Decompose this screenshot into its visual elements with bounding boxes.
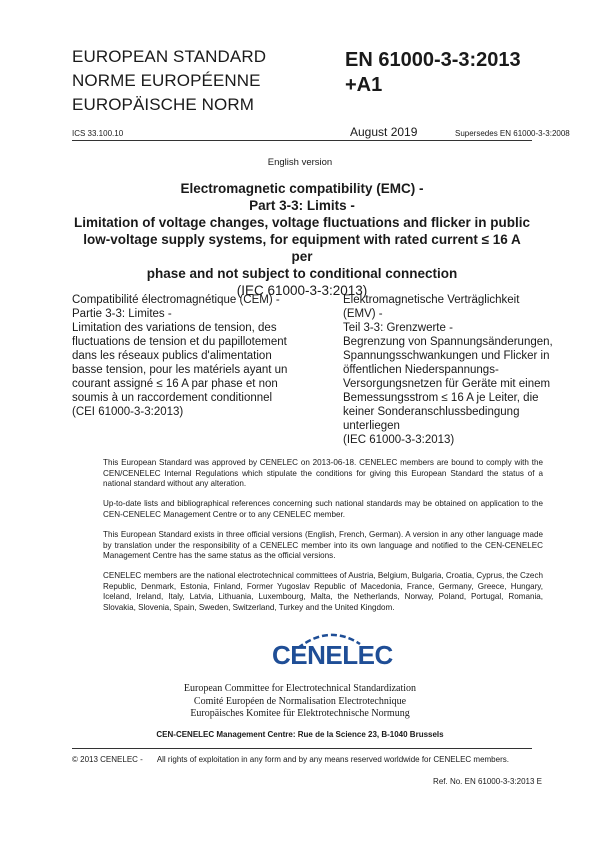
copyright-line xyxy=(72,755,523,764)
std-name-fr: NORME EUROPÉENNE xyxy=(72,71,261,90)
french-title-line: fluctuations de tension et du papillotement xyxy=(72,336,287,348)
title-line: phase and not subject to conditional connection xyxy=(146,266,458,281)
copyright-owner: © 2013 CENELEC - xyxy=(72,755,143,764)
german-title xyxy=(343,293,553,447)
german-title-line: öffentlichen Niederspannungs- xyxy=(343,364,499,376)
title-line: low-voltage supply systems, for equipment with rated current ≤ 16 A per xyxy=(83,232,521,264)
french-title xyxy=(72,293,297,419)
committee-name-de: Europäisches Komitee für Elektrotechnische Normung xyxy=(190,708,410,719)
std-name-de: EUROPÄISCHE NORM xyxy=(72,95,255,114)
footer-rule xyxy=(72,748,532,749)
approval-notes xyxy=(103,458,543,623)
french-title-line: basse tension, pour les matériels ayant un xyxy=(72,364,288,376)
language-version: English version xyxy=(267,157,333,168)
copyright-rights: All rights of exploitation in any form and by any means reserved worldwide for CENELEC members. xyxy=(156,755,509,764)
management-centre-address: CEN-CENELEC Management Centre: Rue de la Science 23, B-1040 Brussels xyxy=(156,730,444,739)
standard-number-main: EN 61000-3-3:2013 xyxy=(345,49,521,71)
references-paragraph: Up-to-date lists and bibliographical references concerning such national standards may be obtained on application to the CEN-CENELEC Management Centre or to any CENELEC member. xyxy=(103,499,543,519)
german-title-line: Teil 3-3: Grenzwerte - xyxy=(343,322,453,334)
supersedes-note: Supersedes EN 61000-3-3:2008 xyxy=(455,129,570,138)
standard-designations xyxy=(72,45,266,117)
german-title-line: (EMV) - xyxy=(343,308,383,320)
committee-name-en: European Committee for Electrotechnical Standardization xyxy=(183,683,417,694)
title-line: Electromagnetic compatibility (EMC) - xyxy=(180,181,424,196)
members-paragraph: CENELEC members are the national electrotechnical committees of Austria, Belgium, Bulgaria, Croatia, Cyprus, the Czech Republic, Denmark, Estonia, Finland, Former Yugoslav Republic of Macedonia, France, Germany, Greece, Hungary, Iceland, Ireland, Italy, Latvia, Lithuania, Luxembourg, Malta, the Netherlands, Norway, Poland, Portugal, Romania, Slovakia, Slovenia, Spain, Sweden, Switzerland, Turkey and the United Kingdom. xyxy=(103,571,543,613)
document-title xyxy=(72,180,532,299)
german-title-line: (IEC 61000-3-3:2013) xyxy=(343,434,455,446)
versions-paragraph: This European Standard exists in three official versions (English, French, German). A version in any other language made by translation under the responsibility of a CENELEC member into its own language and notified to the CEN-CENELEC Management Centre has the same status as the official versions. xyxy=(103,529,543,561)
committee-name-fr: Comité Européen de Normalisation Electrotechnique xyxy=(193,695,407,707)
french-title-line: dans les réseaux publics d'alimentation xyxy=(72,350,272,362)
french-title-line: courant assigné ≤ 16 A par phase et non xyxy=(72,378,278,390)
standard-number xyxy=(345,48,521,98)
title-iec-reference: (IEC 61000-3-3:2013) xyxy=(236,283,368,298)
std-name-en: EUROPEAN STANDARD xyxy=(72,47,267,66)
french-title-line: Limitation des variations de tension, des xyxy=(72,322,277,334)
title-line: Part 3-3: Limits - xyxy=(249,198,355,213)
german-title-line: Bemessungsstrom ≤ 16 A je Leiter, die xyxy=(343,392,539,404)
publication-date: August 2019 xyxy=(350,125,418,139)
german-title-line: Spannungsschwankungen und Flicker in xyxy=(343,350,550,362)
committee-names xyxy=(0,683,600,721)
reference-number: Ref. No. EN 61000-3-3:2013 E xyxy=(433,777,542,786)
german-title-line: Elektromagnetische Verträglichkeit xyxy=(343,294,520,306)
german-title-line: Versorgungsnetzen für Geräte mit einem xyxy=(343,378,551,390)
header-rule xyxy=(72,140,532,141)
german-title-line: unterliegen xyxy=(343,420,400,432)
german-title-line: keiner Sonderanschlussbedingung xyxy=(343,406,520,418)
french-title-line: Compatibilité électromagnétique (CEM) - xyxy=(72,294,280,306)
german-title-line: Begrenzung von Spannungsänderungen, xyxy=(343,336,553,348)
logo-wordmark: CENELEC xyxy=(272,640,393,670)
french-title-line: Partie 3-3: Limites - xyxy=(72,308,172,320)
french-title-line: soumis à un raccordement conditionnel xyxy=(72,392,273,404)
french-title-line: (CEI 61000-3-3:2013) xyxy=(72,406,184,418)
approval-paragraph: This European Standard was approved by CENELEC on 2013-06-18. CENELEC members are bound to comply with the CEN/CENELEC Internal Regulations which stipulate the conditions for giving this European Standard the status of a national standard without any alteration. xyxy=(103,458,543,489)
standard-number-amendment: +A1 xyxy=(345,74,383,96)
title-line: Limitation of voltage changes, voltage fluctuations and flicker in public xyxy=(73,215,531,230)
ics-code: ICS 33.100.10 xyxy=(72,129,124,138)
cenelec-logo xyxy=(272,630,393,678)
